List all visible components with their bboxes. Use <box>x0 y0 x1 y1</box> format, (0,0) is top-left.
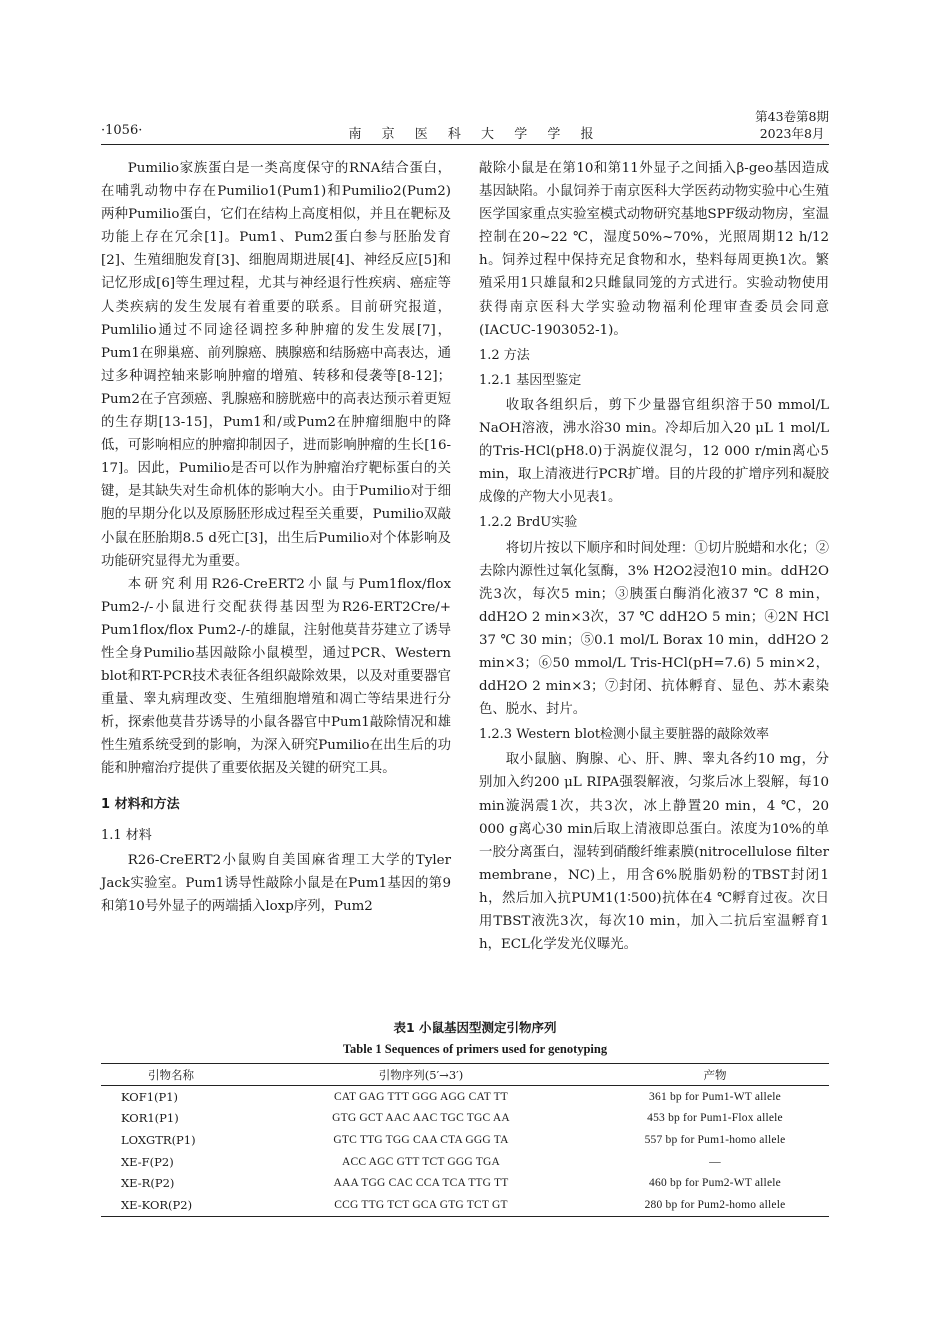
volume-issue: 第43卷第8期 <box>755 109 829 124</box>
primer-product: 460 bp for Pum2-WT allele <box>649 1177 781 1190</box>
genotyping-paragraph: 收取各组织后，剪下少量器官组织溶于50 mmol/L NaOH溶液，沸水浴30 min。冷却后加入20 μL 1 mol/L的Tris-HCl(pH8.0)于涡旋仪混匀，12 000 r/min离心5 min，取上清液进行PCR扩增。目的片段的扩增序列和凝胶成像的产物大小见表1。 <box>479 397 829 506</box>
western-blot-paragraph: 取小鼠脑、胸腺、心、肝、脾、睾丸各约10 mg，分别加入约200 μL RIPA强裂解液，匀浆后冰上裂解，每10 min漩涡震1次，共3次，冰上静置20 min，4 ℃，20 000 g离心30 min后取上清液即总蛋白。浓度为10%的单一胶分离蛋白，湿转到硝酸纤维素膜(nitrocellulose filter membrane，NC)上，用含6%脱脂奶粉的TBST封闭1 h，然后加入抗PUM1(1∶500)抗体在4 ℃孵育过夜。次日用TBST液洗3次，每次10 min，加入二抗后室温孵育1 h，ECL化学发光仪曝光。 <box>479 752 829 953</box>
journal-title: 南 京 医 科 大 学 学 报 <box>348 127 602 142</box>
table-caption-en: Table 1 Sequences of primers used for genotyping <box>342 1042 608 1056</box>
subsection-heading-1-2-1: 1.2.1 基因型鉴定 <box>479 372 582 388</box>
column-header-sequence: 引物序列(5′→3′) <box>241 1064 601 1086</box>
section-heading-1 <box>101 793 451 816</box>
primer-sequence: CCG TTG TCT GCA GTG TCT GT <box>241 1194 601 1216</box>
table-row <box>101 1151 829 1173</box>
subsection-heading-1-1: 1.1 材料 <box>101 827 152 843</box>
column-header-name: 引物名称 <box>101 1064 241 1086</box>
primer-product: 361 bp for Pum1-WT allele <box>649 1090 781 1103</box>
header-rule <box>101 144 829 145</box>
intro-paragraph-1: Pumilio家族蛋白是一类高度保守的RNA结合蛋白，在哺乳动物中存在Pumilio1(Pum1)和Pumilio2(Pum2)两种Pumilio蛋白，它们在结构上高度相似，并且在靶标及功能上存在冗余[1]。Pum1、Pum2蛋白参与胚胎发育[2]、生殖细胞发育[3]、细胞周期进展[4]、神经反应[5]和记忆形成[6]等生理过程，尤其与神经退行性疾病、癌症等人类疾病的发生发展有着重要的联系。目前研究报道，Pumlilio通过不同途径调控多种肿瘤的发生发展[7]，Pum1在卵巢癌、前列腺癌、胰腺癌和结肠癌中高表达，通过多种调控轴来影响肿瘤的增殖、转移和侵袭等[8-12]；Pum2在子宫颈癌、乳腺癌和膀胱癌中的高表达预示着更短的生存期[13-15]，Pum1和/或Pum2在肿瘤细胞中的降低，可影响相应的肿瘤抑制因子，进而影响肿瘤的生长[16-17]。因此，Pumilio是否可以作为肿瘤治疗靶标蛋白的关键，是其缺失对生命机体的影响大小。由于Pumilio对于细胞的早期分化以及原肠胚形成过程至关重要，Pumilio双敲小鼠在胚胎期8.5 d死亡[3]，出生后Pumilio对个体影响及功能研究显得尤为重要。 <box>101 161 451 569</box>
primer-product: 557 bp for Pum1-homo allele <box>644 1133 786 1146</box>
primer-name: KOR1(P1) <box>121 1111 179 1126</box>
subsection-heading-1-2-3: 1.2.3 Western blot检测小鼠主要脏器的敲除效率 <box>479 727 770 743</box>
intro-paragraph-2: 本研究利用R26-CreERT2小鼠与Pum1flox/flox Pum2-/-小鼠进行交配获得基因型为R26-ERT2Cre/+ Pum1flox/flox Pum2-/-的雄鼠，注射他莫昔芬建立了诱导性全身Pumilio基因敲除小鼠模型，通过PCR、Western blot和RT-PCR技术表征各组织敲除效果，以及对重要器官重量、睾丸病理改变、生殖细胞增殖和凋亡等结果进行分析，探索他莫昔芬诱导的小鼠各器官中Pum1敲除情况和雄性生殖系统受到的影响，为深入研究Pumilio在出生后的功能和肿瘤治疗提供了重要依据及关键的研究工具。 <box>101 576 451 777</box>
brdu-paragraph: 将切片按以下顺序和时间处理：①切片脱蜡和水化；②去除内源性过氧化氢酶，3% H2O2浸泡10 min。ddH2O洗3次，每次5 min；③胰蛋白酶消化液37 ℃ 8 min，ddH2O 2 min×3次，37 ℃ ddH2O 5 min；④2N HCl 37 ℃ 30 min；⑤0.1 mol/L Borax 10 min，ddH2O 2 min×3；⑥50 mmol/L Tris-HCl(pH=7.6) 5 min×2，ddH2O 2 min×3；⑦封闭、抗体孵育、显色、苏木素染色、脱水、封片。 <box>479 540 829 718</box>
issue-date: 2023年8月 <box>759 126 825 141</box>
primer-product: — <box>709 1155 721 1168</box>
primer-sequence: GTC TTG TGG CAA CTA GGG TA <box>333 1133 509 1146</box>
subsection-heading-1-2-2: 1.2.2 BrdU实验 <box>479 515 578 531</box>
primer-name: XE-R(P2) <box>121 1176 175 1191</box>
primer-table <box>101 1063 829 1217</box>
materials-continued-paragraph: 敲除小鼠是在第10和第11外显子之间插入β-geo基因造成基因缺陷。小鼠饲养于南京医科大学医药动物实验中心生殖医学国家重点实验室模式动物研究基地SPF级动物房，室温控制在20~22 ℃，湿度50%~70%，光照周期12 h/12 h。饲养过程中保持充足食物和水，垫料每周更换1次。繁殖采用1只雄鼠和2只雌鼠同笼的方式进行。实验动物使用获得南京医科大学实验动物福利伦理审查委员会同意(IACUC-1903052-1)。 <box>479 161 829 338</box>
right-column <box>479 157 829 956</box>
primer-name: XE-KOR(P2) <box>101 1194 241 1216</box>
subsection-heading-1-2: 1.2 方法 <box>479 347 530 363</box>
primer-name: KOF1(P1) <box>121 1089 179 1104</box>
primer-product: 453 bp for Pum1-Flox allele <box>647 1112 783 1125</box>
primer-sequence: AAA TGG CAC CCA TCA TTG TT <box>333 1177 509 1190</box>
page-number: ·1056· <box>101 123 143 138</box>
primer-product: 280 bp for Pum2-homo allele <box>601 1194 829 1216</box>
section-heading-1-text: 1 材料和方法 <box>101 796 180 812</box>
table-row <box>101 1194 829 1216</box>
table-row <box>101 1086 829 1108</box>
primer-sequence: GTG GCT AAC AAC TGC TGC AA <box>332 1112 510 1125</box>
table-caption-cn: 表1 小鼠基因型测定引物序列 <box>393 1020 557 1035</box>
issue-info <box>755 108 829 142</box>
primer-sequence: ACC AGC GTT TCT GGG TGA <box>341 1155 501 1168</box>
materials-paragraph: R26-CreERT2小鼠购自美国麻省理工大学的Tyler Jack实验室。Pum1诱导性敲除小鼠是在Pum1基因的第9和第10号外显子的两端插入loxp序列，Pum2 <box>101 852 451 914</box>
table-row <box>101 1108 829 1130</box>
column-header-product: 产物 <box>601 1064 829 1086</box>
table-row <box>101 1172 829 1194</box>
table-row <box>101 1129 829 1151</box>
primer-sequence: CAT GAG TTT GGG AGG CAT TT <box>333 1090 509 1103</box>
table-header-row <box>101 1064 829 1086</box>
primer-name: XE-F(P2) <box>121 1154 174 1169</box>
left-column <box>101 157 451 918</box>
primer-name: LOXGTR(P1) <box>121 1132 196 1147</box>
